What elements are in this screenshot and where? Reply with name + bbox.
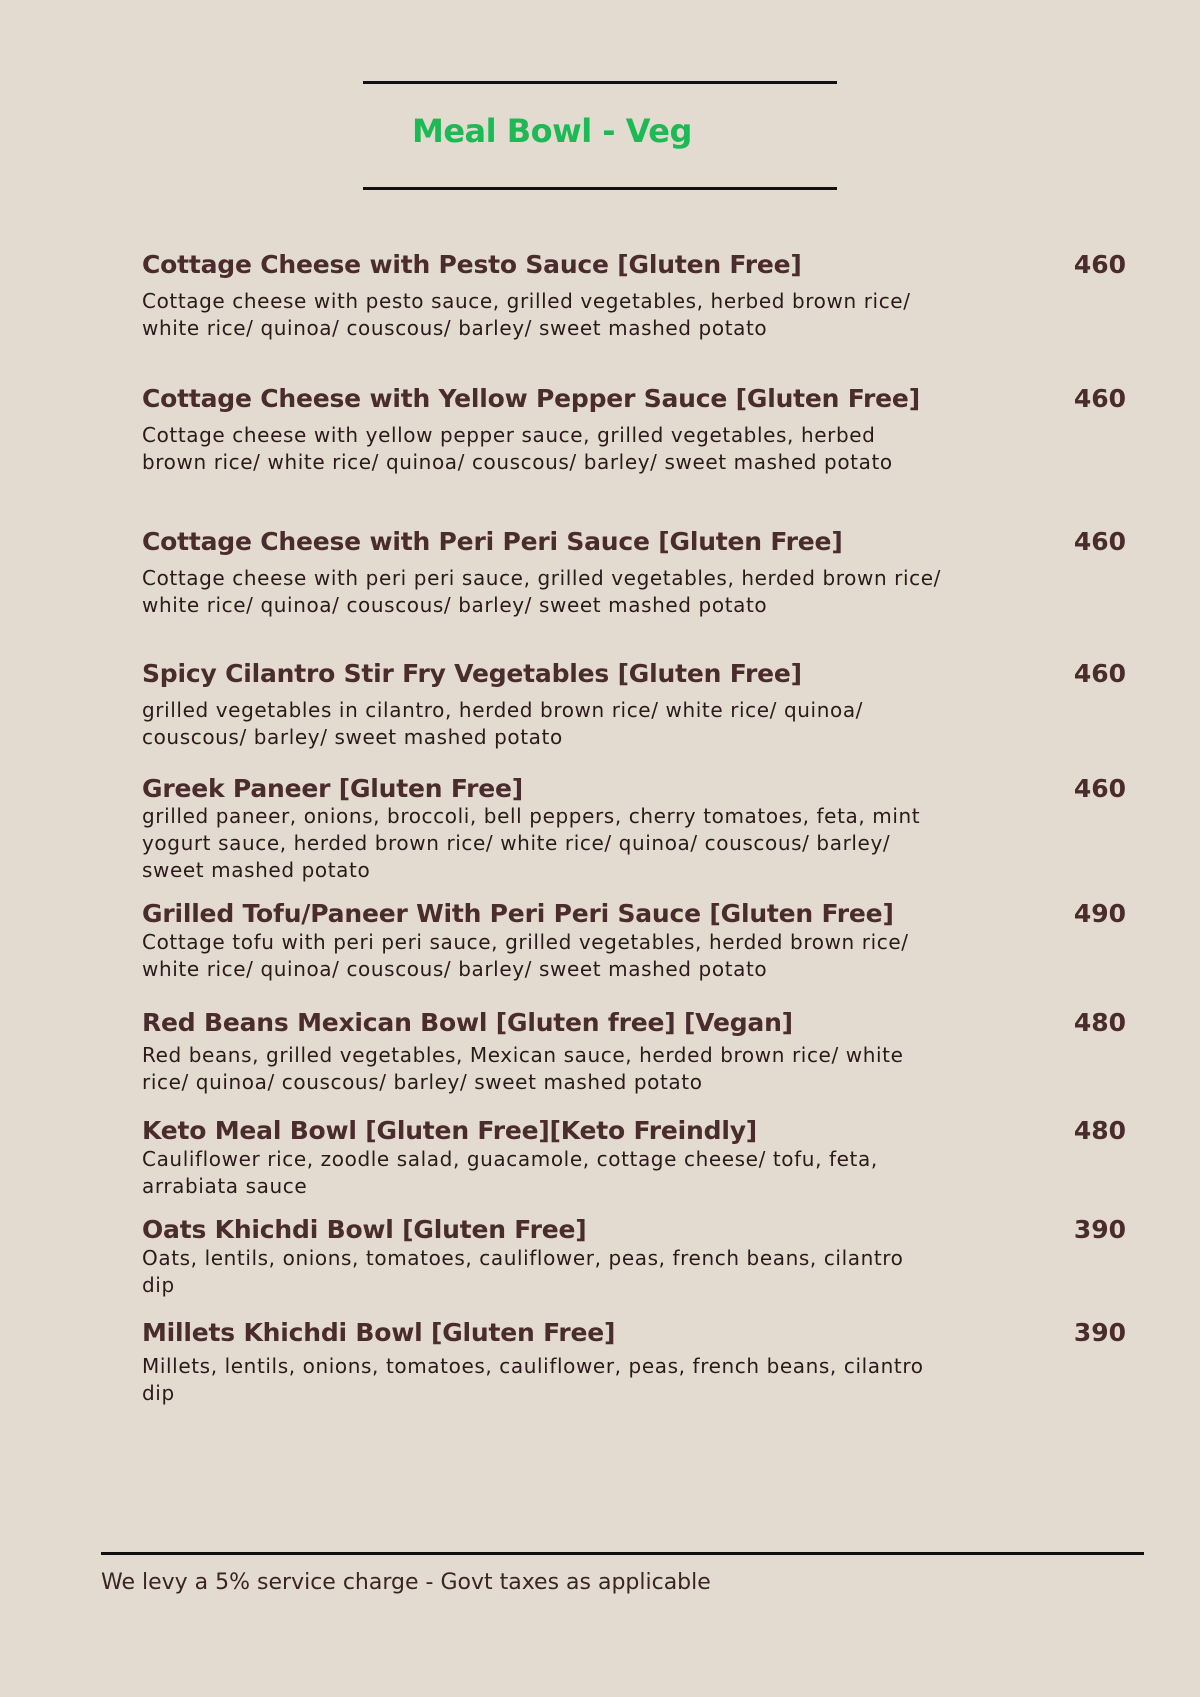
menu-item-name: Oats Khichdi Bowl [Gluten Free] bbox=[142, 1215, 587, 1244]
menu-item-description: Red beans, grilled vegetables, Mexican sauce, herded brown rice/ white rice/ quinoa/ couscous/ barley/ sweet mashed potato bbox=[142, 1043, 904, 1094]
menu-item-price: 460 bbox=[1073, 659, 1126, 688]
title-bottom-divider bbox=[363, 187, 837, 190]
menu-item-price: 480 bbox=[1073, 1116, 1126, 1145]
menu-item-description: Cottage cheese with pesto sauce, grilled vegetables, herbed brown rice/ white rice/ quinoa/ couscous/ barley/ sweet mashed potato bbox=[142, 289, 911, 340]
service-charge-note: We levy a 5% service charge - Govt taxes as applicable bbox=[101, 1570, 711, 1595]
menu-item-name: Cottage Cheese with Pesto Sauce [Gluten Free] bbox=[142, 250, 802, 279]
menu-item-price: 460 bbox=[1073, 250, 1126, 279]
menu-item-price: 460 bbox=[1073, 384, 1126, 413]
menu-item-price: 390 bbox=[1073, 1215, 1126, 1244]
menu-item-description: Cauliflower rice, zoodle salad, guacamole, cottage cheese/ tofu, feta, arrabiata sauce bbox=[142, 1147, 878, 1198]
menu-item-price: 480 bbox=[1073, 1008, 1126, 1037]
menu-item-description: Cottage tofu with peri peri sauce, grilled vegetables, herded brown rice/ white rice/ quinoa/ couscous/ barley/ sweet mashed potato bbox=[142, 930, 909, 981]
menu-item-price: 460 bbox=[1073, 527, 1126, 556]
menu-item-price: 490 bbox=[1073, 899, 1126, 928]
menu-item-name: Millets Khichdi Bowl [Gluten Free] bbox=[142, 1318, 616, 1347]
menu-item-name: Keto Meal Bowl [Gluten Free][Keto Freindly] bbox=[142, 1116, 758, 1145]
menu-item-name: Cottage Cheese with Peri Peri Sauce [Gluten Free] bbox=[142, 527, 843, 556]
menu-title: Meal Bowl - Veg bbox=[412, 112, 692, 150]
footer-divider bbox=[101, 1552, 1144, 1555]
menu-item-description: Millets, lentils, onions, tomatoes, cauliflower, peas, french beans, cilantro dip bbox=[142, 1354, 924, 1405]
menu-item-name: Grilled Tofu/Paneer With Peri Peri Sauce [Gluten Free] bbox=[142, 899, 894, 928]
menu-item-name: Greek Paneer [Gluten Free] bbox=[142, 774, 524, 803]
menu-item-description: Oats, lentils, onions, tomatoes, cauliflower, peas, french beans, cilantro dip bbox=[142, 1246, 904, 1297]
menu-item-price: 390 bbox=[1073, 1318, 1126, 1347]
menu-item-description: Cottage cheese with peri peri sauce, grilled vegetables, herded brown rice/ white rice/ quinoa/ couscous/ barley/ sweet mashed potato bbox=[142, 566, 941, 617]
menu-item-price: 460 bbox=[1073, 774, 1126, 803]
menu-item-description: Cottage cheese with yellow pepper sauce, grilled vegetables, herbed brown rice/ white rice/ quinoa/ couscous/ barley/ sweet mashed potato bbox=[142, 423, 893, 474]
menu-item-name: Cottage Cheese with Yellow Pepper Sauce [Gluten Free] bbox=[142, 384, 920, 413]
menu-item-name: Spicy Cilantro Stir Fry Vegetables [Gluten Free] bbox=[142, 659, 802, 688]
menu-item-name: Red Beans Mexican Bowl [Gluten free] [Vegan] bbox=[142, 1008, 793, 1037]
title-top-divider bbox=[363, 81, 837, 84]
menu-item-description: grilled vegetables in cilantro, herded brown rice/ white rice/ quinoa/ couscous/ barley/ sweet mashed potato bbox=[142, 698, 864, 749]
menu-item-description: grilled paneer, onions, broccoli, bell peppers, cherry tomatoes, feta, mint yogurt sauce, herded brown rice/ white rice/ quinoa/ couscous/ barley/ sweet mashed potato bbox=[142, 804, 921, 882]
